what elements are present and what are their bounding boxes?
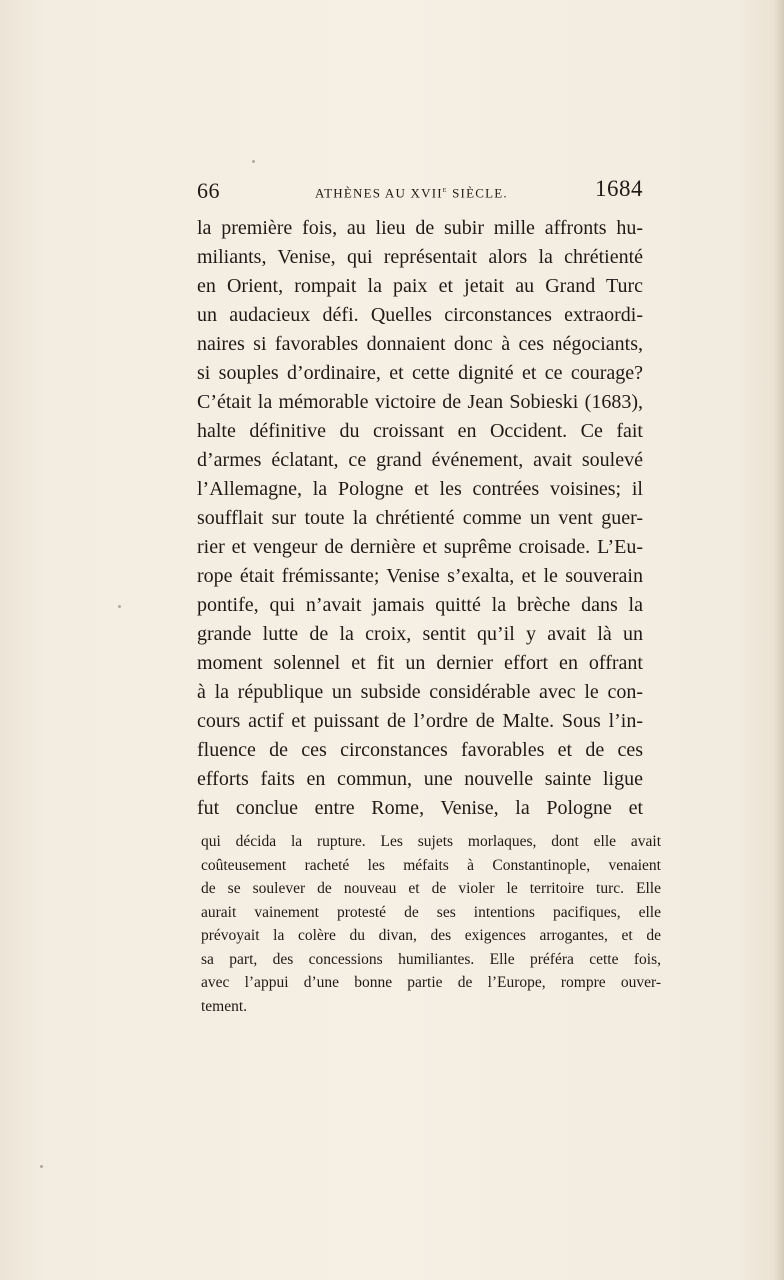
footnote (201, 830, 661, 1018)
footnote-line: coûteusement racheté les méfaits à Constantinople, venaient (201, 856, 661, 874)
text-line: un audacieux défi. Quelles circonstances extraordi- (197, 304, 643, 326)
text-line: d’armes éclatant, ce grand événement, avait soulevé (197, 449, 643, 471)
footnote-line: qui décida la rupture. Les sujets morlaques, dont elle avait (201, 833, 661, 850)
text-line: si souples d’ordinaire, et cette dignité et ce courage? (197, 362, 643, 384)
text-line: miliants, Venise, qui représentait alors la chrétienté (197, 246, 643, 268)
text-line: fluence de ces circonstances favorables et de ces (197, 739, 643, 761)
text-line: fut conclue entre Rome, Venise, la Pologne et (197, 797, 643, 819)
paper-speck (118, 605, 121, 608)
footnote-line: prévoyait la colère du divan, des exigences arrogantes, et de (201, 927, 661, 944)
footnote-line: avec l’appui d’une bonne partie de l’Europe, rompre ouver- (201, 974, 661, 991)
footnote-line: tement. (201, 997, 248, 1015)
running-title-end: SIÈCLE. (447, 185, 508, 201)
text-line: grande lutte de la croix, sentit qu’il y avait là un (197, 623, 643, 645)
text-line: halte définitive du croissant en Occident. Ce fait (197, 420, 643, 442)
text-line: l’Allemagne, la Pologne et les contrées voisines; il (197, 478, 643, 500)
running-title-superscript: e (442, 185, 448, 194)
footnote-line: aurait vainement protesté de ses intentions pacifiques, elle (201, 903, 661, 921)
main-text (197, 214, 643, 823)
paper-speck (252, 160, 255, 163)
text-line: soufflait sur toute la chrétienté comme un vent guer- (197, 507, 643, 529)
text-line: en Orient, rompait la paix et jetait au Grand Turc (197, 275, 643, 297)
footnote-line: de se soulever de nouveau et de violer le territoire turc. Elle (201, 880, 661, 897)
text-line: naires si favorables donnaient donc à ces négociants, (197, 333, 643, 355)
paper-speck (40, 1165, 43, 1168)
header-year: 1684 (595, 176, 643, 201)
running-header (197, 176, 643, 210)
running-title-main: ATHÈNES AU XVII (315, 185, 443, 201)
page-edge-shadow (774, 0, 784, 1280)
text-line: la première fois, au lieu de subir mille affronts hu- (197, 217, 643, 239)
text-line: rier et vengeur de dernière et suprême croisade. L’Eu- (197, 536, 643, 558)
text-line: cours actif et puissant de l’ordre de Malte. Sous l’in- (197, 710, 643, 732)
text-line: à la république un subside considérable avec le con- (197, 681, 643, 703)
footnote-line: sa part, des concessions humiliantes. Elle préféra cette fois, (201, 950, 661, 968)
text-line: efforts faits en commun, une nouvelle sainte ligue (197, 768, 643, 790)
text-line: rope était frémissante; Venise s’exalta, et le souverain (197, 565, 643, 587)
page-number: 66 (197, 178, 220, 203)
text-line: pontife, qui n’avait jamais quitté la brèche dans la (197, 594, 643, 616)
text-line: C’était la mémorable victoire de Jean Sobieski (1683), (197, 391, 643, 413)
running-title (315, 185, 508, 201)
text-line: moment solennel et fit un dernier effort en offrant (197, 652, 643, 674)
